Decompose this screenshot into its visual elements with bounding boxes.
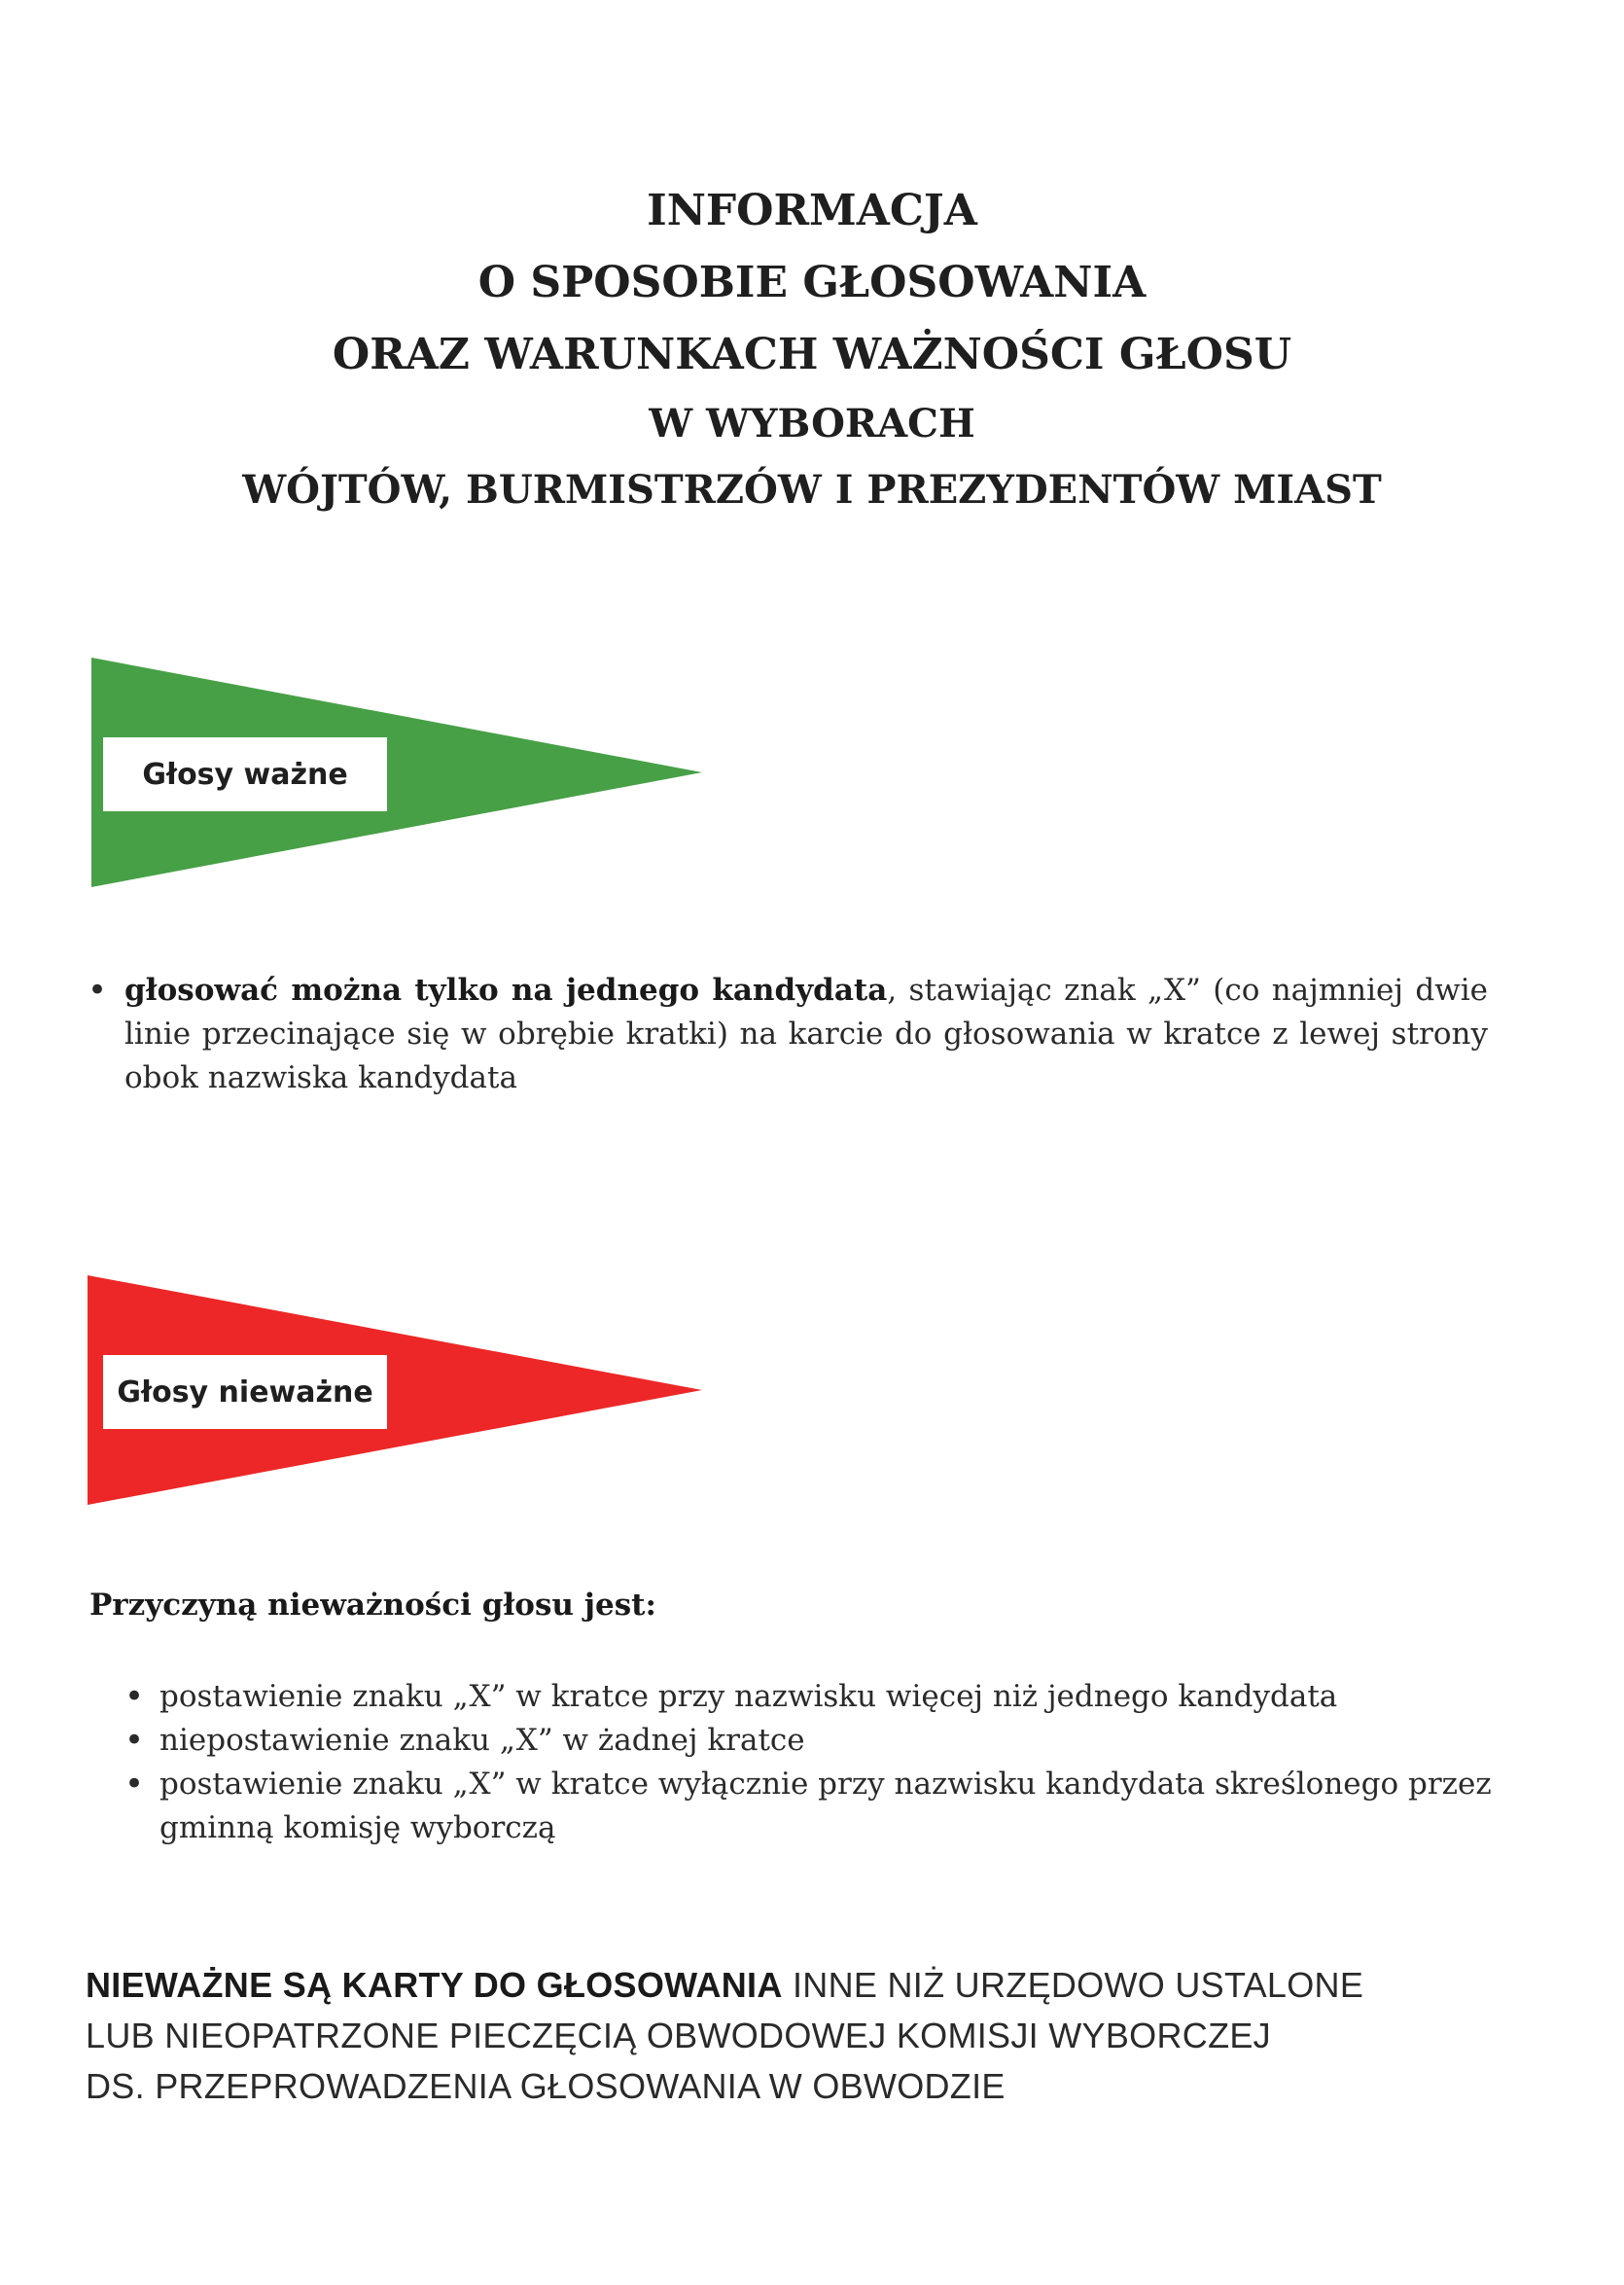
notice-emphasis: NIEWAŻNE SĄ KARTY DO GŁOSOWANIA (86, 1965, 783, 2005)
invalid-reasons-list (124, 1675, 1505, 1850)
title-line-1: INFORMACJA (647, 186, 977, 235)
valid-vote-rule-text (124, 969, 1488, 1100)
title-line-5: WÓJTÓW, BURMISTRZÓW I PREZYDENTÓW MIAST (242, 467, 1382, 513)
valid-vote-rule (89, 969, 1488, 1100)
invalid-reason-item: • postawienie znaku „X” w kratce przy nazwisku więcej niż jednego kandydata (124, 1675, 1505, 1719)
invalid-votes-label: Głosy nieważne (103, 1355, 387, 1429)
title-line-3: ORAZ WARUNKACH WAŻNOŚCI GŁOSU (332, 330, 1292, 379)
valid-votes-pennant (0, 658, 739, 891)
invalid-votes-pennant (0, 1275, 739, 1509)
valid-vote-rule-detail: , stawiając znak „X” (co najmniej dwie linie przecinające się w obrębie kratki) na karcie do głosowania w kratce z lewej strony obok nazwiska kandydata (124, 973, 1489, 1095)
title-line-2: O SPOSOBIE GŁOSOWANIA (477, 258, 1147, 307)
invalid-reasons-heading: Przyczyną nieważności głosu jest: (89, 1588, 656, 1623)
valid-vote-rule-emphasis: głosować można tylko na jednego kandydata (124, 973, 888, 1008)
invalid-reason-item: • niepostawienie znaku „X” w żadnej kratce (124, 1719, 1505, 1763)
notice-line-1 (86, 1960, 1544, 2011)
title-line-4: W WYBORACH (649, 401, 975, 446)
valid-votes-label: Głosy ważne (103, 737, 387, 811)
notice-line-3: DS. PRZEPROWADZENIA GŁOSOWANIA W OBWODZIE (86, 2066, 1006, 2106)
document-title (0, 175, 1624, 523)
invalid-reason-item: • postawienie znaku „X” w kratce wyłącznie przy nazwisku kandydata skreślonego przez gminną komisję wyborczą (124, 1763, 1505, 1850)
notice-line-1-rest: INNE NIŻ URZĘDOWO USTALONE (782, 1965, 1364, 2005)
bullet-icon: • (88, 971, 108, 1010)
invalid-ballots-notice (86, 1960, 1544, 2112)
notice-line-2: LUB NIEOPATRZONE PIECZĘCIĄ OBWODOWEJ KOMISJI WYBORCZEJ (86, 2016, 1271, 2055)
